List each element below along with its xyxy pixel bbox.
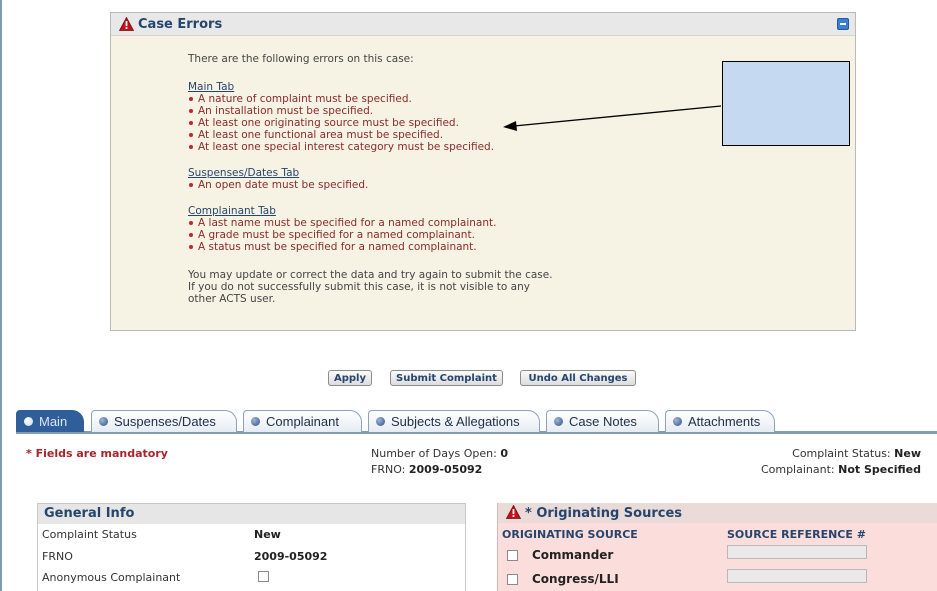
errors-outro	[188, 269, 708, 305]
left-border	[0, 0, 2, 591]
error-item: A nature of complaint must be specified.	[188, 93, 708, 105]
tab-label: Attachments	[688, 414, 761, 429]
case-errors-body	[188, 53, 708, 305]
outro-line: other ACTS user.	[188, 293, 276, 305]
tab-complainant[interactable]	[243, 410, 362, 432]
anonymous-checkbox[interactable]	[258, 571, 269, 582]
error-item: An open date must be specified.	[188, 179, 708, 191]
error-section-main	[188, 81, 708, 153]
general-info-panel	[37, 503, 466, 591]
frno-row-value: 2009-05092	[254, 550, 328, 563]
tab-bar	[16, 410, 937, 434]
mandatory-text: Fields are mandatory	[35, 447, 168, 460]
complaint-status-value: New	[894, 447, 921, 460]
days-open-value: 0	[500, 447, 508, 460]
source-congress-lli: Congress/LLI	[532, 572, 619, 586]
error-item: A status must be specified for a named complainant.	[188, 241, 708, 253]
warning-icon	[506, 505, 521, 519]
apply-button[interactable]: Apply	[328, 370, 372, 386]
complainant-value: Not Specified	[838, 463, 921, 476]
required-star: *	[26, 447, 36, 460]
originating-sources-title: * Originating Sources	[525, 506, 683, 521]
tab-label: Complainant	[266, 414, 339, 429]
tab-bullet-icon	[376, 417, 385, 426]
error-item: A last name must be specified for a named complainant.	[188, 217, 708, 229]
annotation-box	[722, 61, 850, 146]
outro-line: If you do not successfully submit this case, it is not visible to any	[188, 281, 530, 293]
suspenses-tab-link[interactable]: Suspenses/Dates Tab	[188, 167, 300, 179]
days-open-label: Number of Days Open:	[371, 447, 497, 460]
commander-reference-input[interactable]	[727, 545, 867, 559]
tab-label: Case Notes	[569, 414, 637, 429]
tab-bullet-icon	[99, 417, 108, 426]
tab-case-notes[interactable]	[546, 410, 659, 432]
error-item: At least one special interest category must be specified.	[188, 141, 708, 153]
complaint-status-row-label: Complaint Status	[42, 528, 137, 541]
tab-subjects-allegations[interactable]	[368, 410, 540, 432]
originating-sources-title-text: Originating Sources	[536, 506, 683, 521]
error-item: An installation must be specified.	[188, 105, 708, 117]
error-section-suspenses	[188, 167, 708, 191]
case-errors-header	[111, 13, 855, 36]
case-summary	[371, 446, 508, 478]
tab-bullet-icon	[24, 417, 33, 426]
mandatory-note	[26, 447, 168, 460]
complainant-label: Complainant:	[760, 463, 835, 476]
anonymous-row-label: Anonymous Complainant	[42, 571, 181, 584]
col-source-reference: SOURCE REFERENCE #	[727, 528, 866, 541]
error-item: At least one functional area must be specified.	[188, 129, 708, 141]
undo-all-changes-button[interactable]: Undo All Changes	[520, 370, 636, 386]
tab-label: Suspenses/Dates	[114, 414, 216, 429]
originating-sources-header	[498, 503, 937, 523]
warning-icon	[119, 17, 134, 31]
status-summary	[761, 446, 921, 478]
case-errors-panel	[110, 12, 856, 331]
congress-reference-input[interactable]	[727, 569, 867, 583]
error-section-complainant	[188, 205, 708, 253]
complaint-status-label: Complaint Status:	[792, 447, 891, 460]
outro-line: You may update or correct the data and try again to submit the case.	[188, 269, 553, 281]
tab-label: Subjects & Allegations	[391, 414, 520, 429]
submit-complaint-button[interactable]: Submit Complaint	[390, 370, 503, 386]
commander-checkbox[interactable]	[507, 550, 518, 561]
errors-intro: There are the following errors on this case:	[188, 53, 414, 65]
frno-label: FRNO:	[371, 463, 406, 476]
tab-bullet-icon	[673, 417, 682, 426]
frno-value: 2009-05092	[408, 463, 483, 476]
tab-label: Main	[39, 414, 68, 429]
tab-bullet-icon	[554, 417, 563, 426]
tab-attachments[interactable]	[665, 410, 775, 432]
col-originating-source: ORIGINATING SOURCE	[502, 528, 638, 541]
congress-checkbox[interactable]	[507, 574, 518, 585]
error-item: At least one originating source must be specified.	[188, 117, 708, 129]
tab-bullet-icon	[251, 417, 260, 426]
main-tab-link[interactable]: Main Tab	[188, 81, 235, 93]
complainant-tab-link[interactable]: Complainant Tab	[188, 205, 276, 217]
collapse-icon[interactable]	[837, 18, 849, 30]
source-commander: Commander	[532, 548, 614, 562]
tab-suspenses-dates[interactable]	[91, 410, 237, 432]
complaint-status-row-value: New	[254, 528, 281, 541]
frno-row-label: FRNO	[42, 550, 73, 563]
error-item: A grade must be specified for a named complainant.	[188, 229, 708, 241]
case-errors-title: Case Errors	[138, 17, 223, 32]
originating-sources-panel	[497, 503, 937, 591]
general-info-title: General Info	[38, 504, 465, 524]
tab-main[interactable]	[16, 410, 84, 432]
